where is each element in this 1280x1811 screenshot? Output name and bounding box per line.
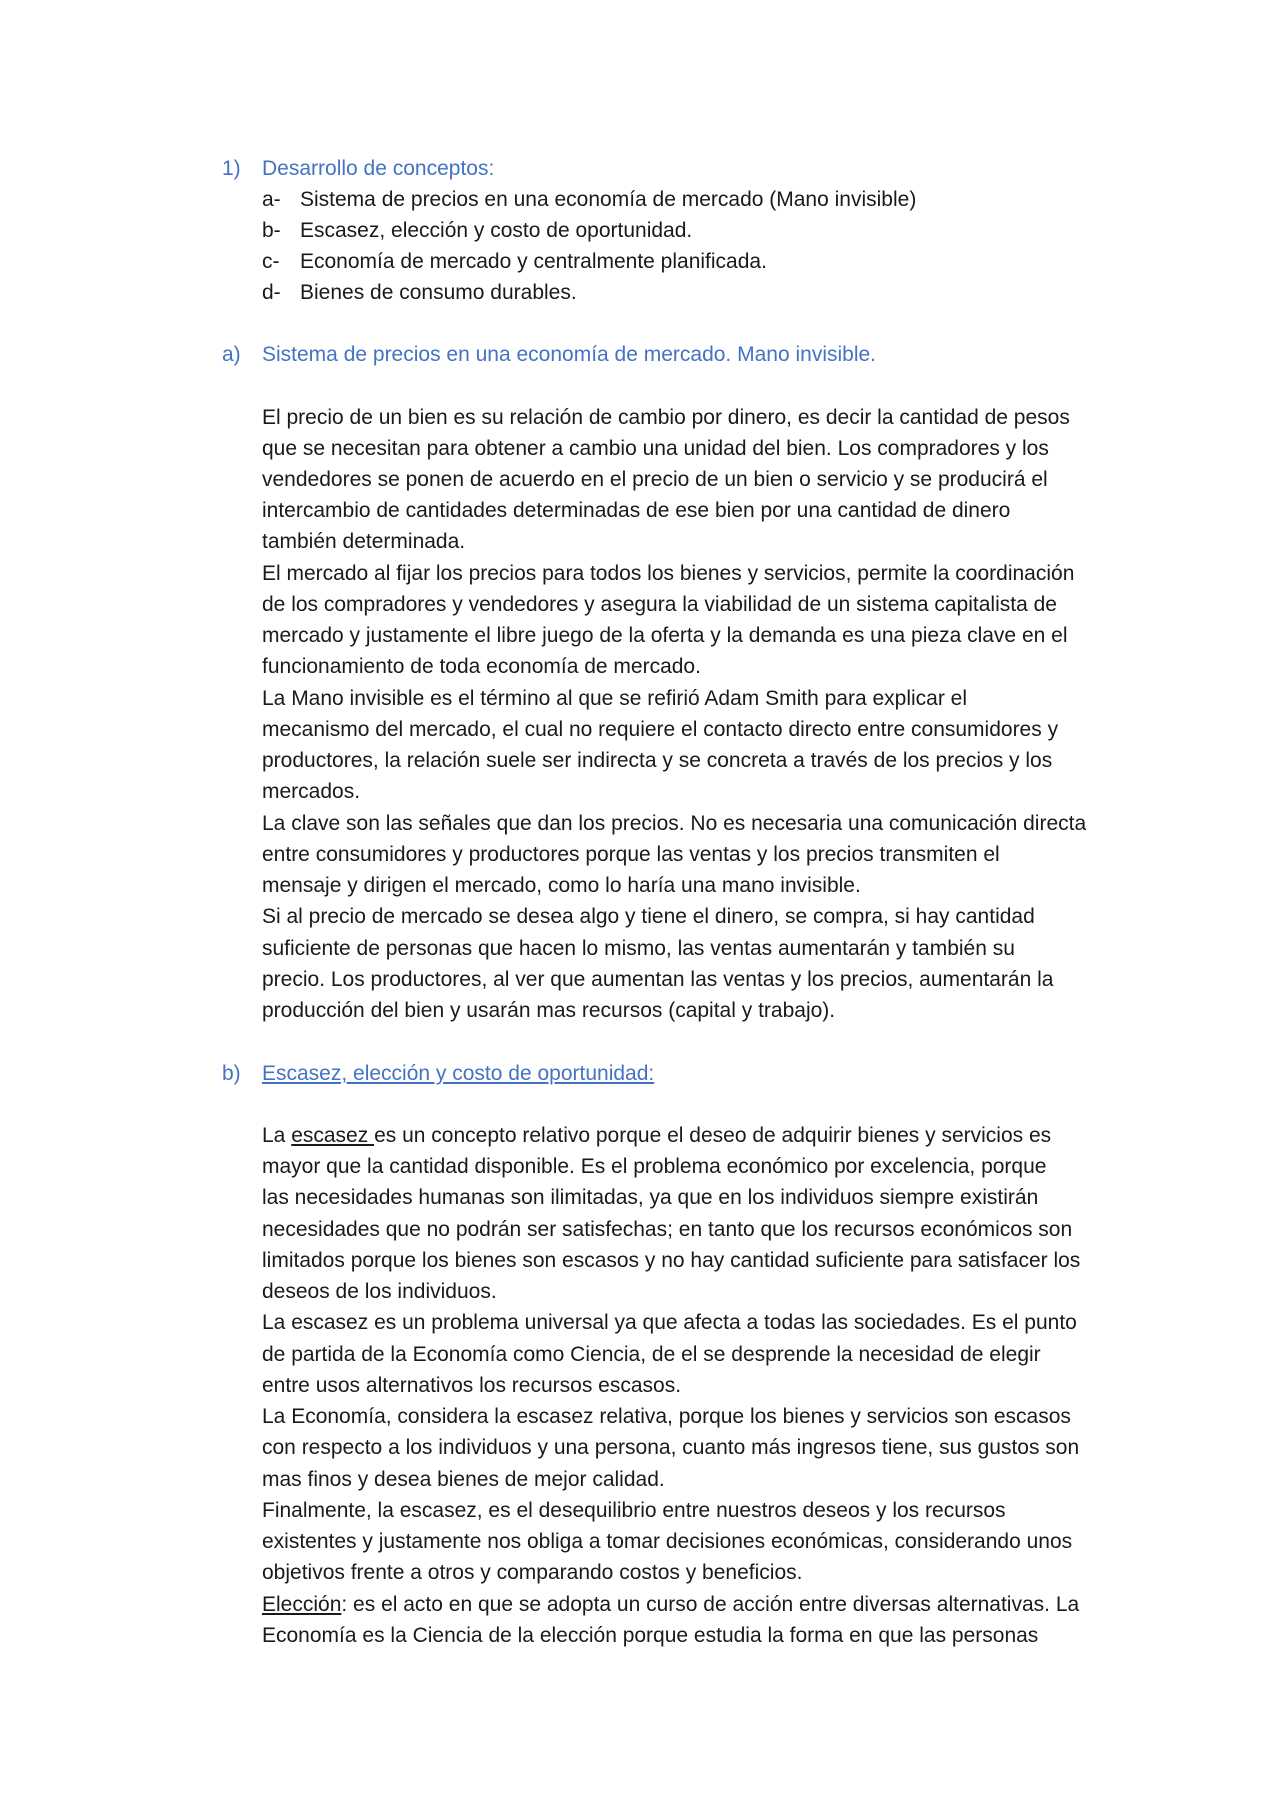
paragraph-line: mecanismo del mercado, el cual no requiere el contacto directo entre consumidores y	[262, 718, 1059, 741]
paragraph-line: mas finos y desea bienes de mejor calidad.	[262, 1468, 665, 1491]
paragraph-line: vendedores se ponen de acuerdo en el precio de un bien o servicio y se producirá el	[262, 468, 1048, 491]
paragraph-line: de los compradores y vendedores y asegura la viabilidad de un sistema capitalista de	[262, 593, 1057, 616]
paragraph-line: deseos de los individuos.	[262, 1280, 497, 1303]
paragraph-line: entre consumidores y productores porque las ventas y los precios transmiten el	[262, 843, 1000, 866]
paragraph-line: producción del bien y usarán mas recursos (capital y trabajo).	[262, 999, 836, 1022]
section-1-title: Desarrollo de conceptos:	[262, 157, 495, 180]
section-a-marker: a)	[222, 343, 241, 366]
section-a-title: Sistema de precios en una economía de mercado. Mano invisible.	[262, 343, 877, 366]
paragraph-line: también determinada.	[262, 530, 466, 553]
paragraph-line: funcionamiento de toda economía de mercado.	[262, 655, 701, 678]
paragraph-line: entre usos alternativos los recursos escasos.	[262, 1374, 682, 1397]
paragraph-line: El precio de un bien es su relación de cambio por dinero, es decir la cantidad de pesos	[262, 406, 1070, 429]
paragraph-line: La Economía, considera la escasez relativa, porque los bienes y servicios son escasos	[262, 1405, 1071, 1428]
paragraph-line: mayor que la cantidad disponible. Es el problema económico por excelencia, porque	[262, 1155, 1047, 1178]
paragraph-line: intercambio de cantidades determinadas de ese bien por una cantidad de dinero	[262, 499, 1011, 522]
paragraph-line: necesidades que no podrán ser satisfechas; en tanto que los recursos económicos son	[262, 1218, 1073, 1241]
list-item-marker: b-	[262, 219, 281, 242]
paragraph-line: mensaje y dirigen el mercado, como lo haría una mano invisible.	[262, 874, 861, 897]
list-item-marker: d-	[262, 281, 281, 304]
paragraph-line: que se necesitan para obtener a cambio una unidad del bien. Los compradores y los	[262, 437, 1049, 460]
section-1-number: 1)	[222, 157, 241, 180]
paragraph-line: El mercado al fijar los precios para todos los bienes y servicios, permite la coordinación	[262, 562, 1075, 585]
paragraph-line: La escasez es un problema universal ya que afecta a todas las sociedades. Es el punto	[262, 1311, 1077, 1334]
paragraph-line: mercado y justamente el libre juego de la oferta y la demanda es una pieza clave en el	[262, 624, 1068, 647]
paragraph-line: La Mano invisible es el término al que se refirió Adam Smith para explicar el	[262, 687, 968, 710]
text-fragment: La	[262, 1124, 292, 1147]
list-item-text: Bienes de consumo durables.	[300, 281, 577, 304]
paragraph-line: precio. Los productores, al ver que aumentan las ventas y los precios, aumentarán la	[262, 968, 1054, 991]
section-b-title: Escasez, elección y costo de oportunidad:	[262, 1062, 655, 1085]
text-fragment: es un concepto relativo porque el deseo de adquirir bienes y servicios es	[374, 1124, 1052, 1147]
paragraph-line: suficiente de personas que hacen lo mismo, las ventas aumentarán y también su	[262, 937, 1015, 960]
list-item-marker: c-	[262, 250, 280, 273]
paragraph-line: mercados.	[262, 780, 361, 803]
paragraph-line: objetivos frente a otros y comparando costos y beneficios.	[262, 1561, 803, 1584]
list-item-marker: a-	[262, 188, 281, 211]
text-fragment: : es el acto en que se adopta un curso de acción entre diversas alternativas. La	[341, 1593, 1080, 1616]
paragraph-line: Economía es la Ciencia de la elección porque estudia la forma en que las personas	[262, 1624, 1039, 1647]
list-item-text: Sistema de precios en una economía de mercado (Mano invisible)	[300, 188, 917, 211]
list-item-text: Economía de mercado y centralmente planificada.	[300, 250, 767, 273]
paragraph-line: Si al precio de mercado se desea algo y tiene el dinero, se compra, si hay cantidad	[262, 905, 1035, 928]
underlined-term-escasez: escasez	[291, 1124, 375, 1147]
section-b-marker: b)	[222, 1062, 241, 1085]
list-item-text: Escasez, elección y costo de oportunidad.	[300, 219, 693, 242]
paragraph-line	[262, 1589, 1102, 1620]
paragraph-line: existentes y justamente nos obliga a tomar decisiones económicas, considerando unos	[262, 1530, 1073, 1553]
underlined-term-eleccion: Elección	[262, 1593, 342, 1616]
paragraph-line: las necesidades humanas son ilimitadas, ya que en los individuos siempre existirán	[262, 1186, 1039, 1209]
paragraph-line: limitados porque los bienes son escasos y no hay cantidad suficiente para satisfacer los	[262, 1249, 1081, 1272]
paragraph-line: de partida de la Economía como Ciencia, de el se desprende la necesidad de elegir	[262, 1343, 1041, 1366]
paragraph-line: La clave son las señales que dan los precios. No es necesaria una comunicación directa	[262, 812, 1087, 835]
paragraph-line: Finalmente, la escasez, es el desequilibrio entre nuestros deseos y los recursos	[262, 1499, 1006, 1522]
paragraph-line: con respecto a los individuos y una persona, cuanto más ingresos tiene, sus gustos son	[262, 1436, 1080, 1459]
paragraph-line: productores, la relación suele ser indirecta y se concreta a través de los precios y los	[262, 749, 1053, 772]
paragraph-line	[262, 1120, 1102, 1151]
